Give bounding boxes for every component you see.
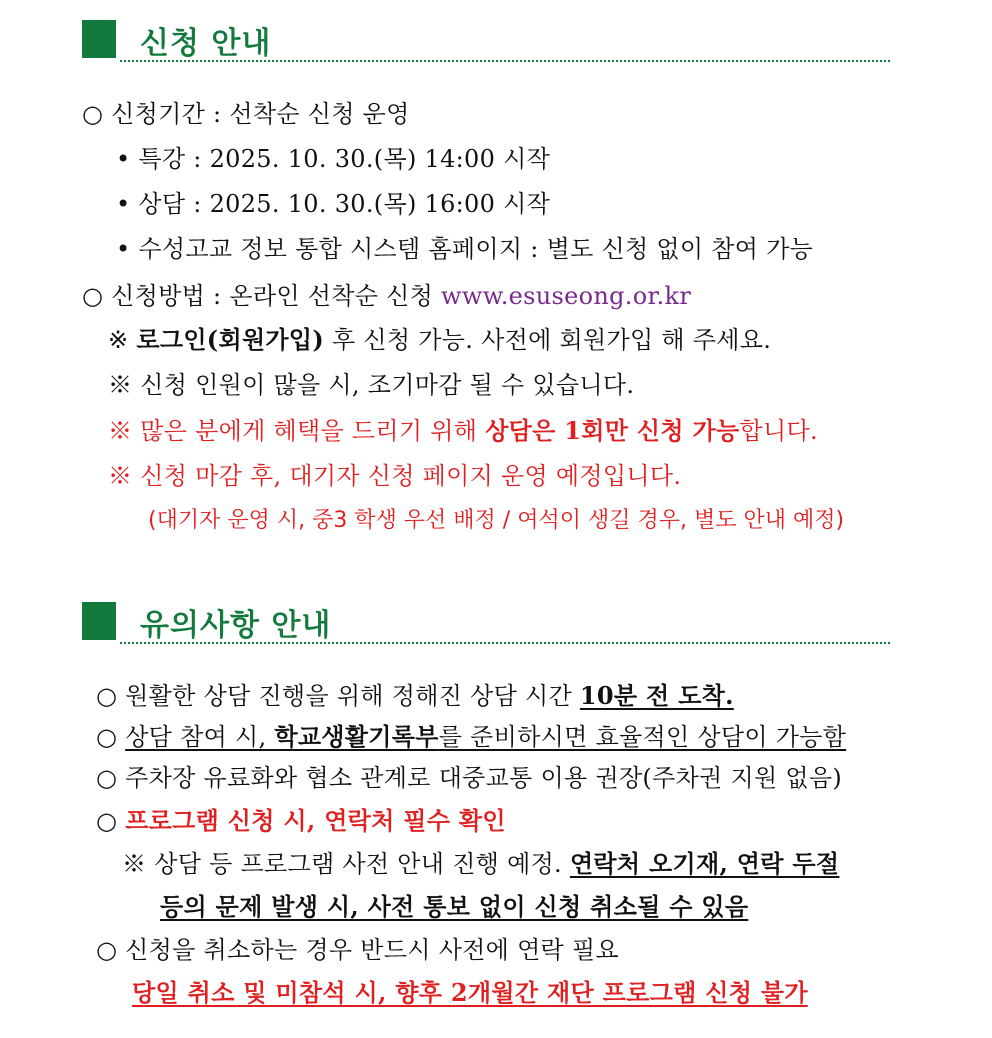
application-method [82, 281, 691, 311]
dotted-divider [120, 642, 890, 644]
notice-record-text [125, 723, 846, 751]
note-one-time-pre: ※ 많은 분에게 혜택을 드리기 위해 [108, 417, 478, 445]
notice-contact-note-pre: ※ 상담 등 프로그램 사전 안내 진행 예정. [122, 850, 562, 878]
notice-contact-text: 프로그램 신청 시, 연락처 필수 확인 [125, 806, 506, 835]
note-waitlist: ※ 신청 마감 후, 대기자 신청 페이지 운영 예정입니다. [108, 462, 682, 490]
note-one-time [108, 416, 818, 446]
notice-cancel-warning: 당일 취소 및 미참석 시, 향후 2개월간 재단 프로그램 신청 불가 [132, 978, 808, 1007]
bullet-homepage: • 수성고교 정보 통합 시스템 홈페이지 : 별도 신청 없이 참여 가능 [116, 235, 814, 263]
website-link[interactable]: www.esuseong.or.kr [441, 282, 692, 310]
notice-record-a: 상담 참여 시, [125, 723, 267, 751]
note-mark: ※ [108, 326, 129, 354]
notice-contact-mark: ○ [96, 807, 118, 835]
section-title: 유의사항 안내 [140, 608, 332, 643]
bullet-lecture: • 특강 : 2025. 10. 30.(목) 14:00 시작 [116, 145, 551, 173]
section-header-application [82, 20, 890, 60]
section-title: 신청 안내 [140, 26, 272, 61]
section-marker-box [82, 602, 116, 640]
notice-arrive-bold: 10분 전 도착. [579, 681, 734, 710]
notice-arrive-pre: ○ 원활한 상담 진행을 위해 정해진 상담 시간 [96, 682, 572, 710]
bullet-consult: • 상담 : 2025. 10. 30.(목) 16:00 시작 [116, 190, 551, 218]
section-marker-box [82, 20, 116, 58]
section-header-notice [82, 602, 890, 642]
notice-arrive-early [96, 681, 734, 711]
notice-parking: ○ 주차장 유료화와 협소 관계로 대중교통 이용 권장(주차권 지원 없음) [96, 764, 842, 792]
notice-contact-note-line2: 등의 문제 발생 시, 사전 통보 없이 신청 취소될 수 있음 [160, 892, 749, 921]
note-one-time-bold: 상담은 1회만 신청 가능 [485, 416, 740, 445]
dotted-divider [120, 60, 890, 62]
note-login [108, 325, 771, 355]
notice-record [96, 722, 846, 752]
notice-record-mark: ○ [96, 723, 118, 751]
notice-contact-note-bold: 연락처 오기재, 연락 두절 [569, 849, 840, 878]
note-one-time-post: 합니다. [739, 417, 818, 445]
application-period: ○ 신청기간 : 선착순 신청 운영 [82, 100, 410, 128]
notice-contact-note [122, 849, 839, 879]
note-early-close: ※ 신청 인원이 많을 시, 조기마감 될 수 있습니다. [108, 371, 635, 399]
method-label: ○ 신청방법 : 온라인 선착순 신청 [82, 282, 434, 310]
note-waitlist-detail: (대기자 운영 시, 중3 학생 우선 배정 / 여석이 생길 경우, 별도 안내 예정) [148, 508, 845, 533]
notice-record-b: 를 준비하시면 효율적인 상담이 가능함 [438, 723, 847, 751]
notice-cancel: ○ 신청을 취소하는 경우 반드시 사전에 연락 필요 [96, 936, 619, 964]
notice-contact [96, 806, 506, 836]
note-login-bold: 로그인(회원가입) [136, 325, 325, 354]
notice-record-bold: 학교생활기록부 [274, 722, 439, 751]
note-login-rest: 후 신청 가능. 사전에 회원가입 해 주세요. [332, 326, 772, 354]
